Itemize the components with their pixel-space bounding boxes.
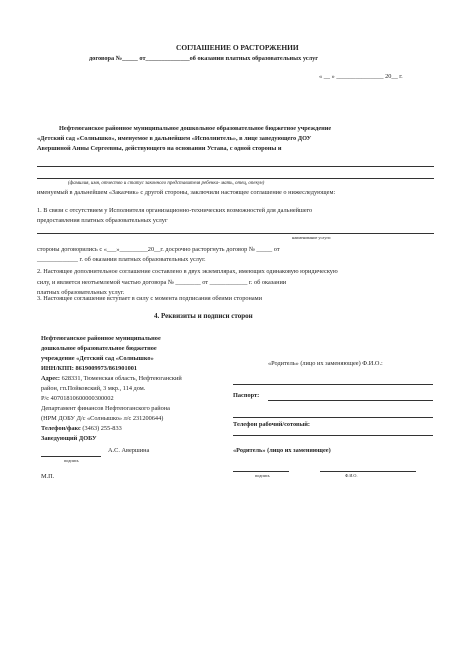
service-name-line (37, 233, 434, 234)
clause-2-line-3: платных образовательных услуг. (37, 289, 125, 296)
parent-name-line (233, 384, 433, 385)
intro-line-1: Нефтеюганское районное муниципальное дошкольное образовательное бюджетное учреждение (59, 125, 332, 132)
phone-line (233, 435, 433, 436)
executor-line-3: учреждение «Детский сад «Солнышко» (41, 355, 154, 362)
clause-1-line-3: стороны договорились с «___»_________20__г. досрочно расторгнуть договор № _____ от (37, 246, 280, 253)
passport-line (268, 400, 433, 401)
parent-signature-line (233, 471, 289, 472)
parent-title-2: «Родитель» (лицо их заменяющее) (233, 447, 331, 454)
executor-phone (41, 426, 122, 432)
service-name-hint: наименование услуги (292, 235, 331, 240)
clause-2-line-2: силу, и является неотъемлемой частью договора № ________ от ____________ г. об оказании (37, 279, 287, 286)
clause-2-line-1: 2. Настоящее дополнительное соглашение составлено в двух экземплярах, имеющих одинаковую юридическую (37, 268, 338, 275)
parent-sign-hint: подпись (255, 473, 270, 478)
phone-label: Телефон/факс (41, 425, 81, 432)
executor-position: Заведующий ДОБУ (41, 435, 97, 442)
executor-sign-hint: подпись (64, 458, 79, 463)
guardian-name-line (37, 166, 434, 167)
phone-value: (3463) 255-833 (80, 425, 122, 432)
executor-finance-dept: Департамент финансов Нефтеюганского района (41, 405, 170, 412)
address-label: Адрес: (41, 375, 60, 382)
phone-field-label: Телефон рабочий/сотовый: (233, 421, 311, 428)
customer-line: именуемый в дальнейшем «Заказчик» с другой стороны, заключили настоящее соглашение о нижеследующем: (37, 189, 336, 196)
executor-address-2: район, гп.Пойковский, 3 мкр., 114 дом. (41, 385, 146, 392)
executor-account: Р/с 40701810600000300002 (41, 395, 114, 402)
parent-fio-line (320, 471, 416, 472)
guardian-name-line-2 (37, 178, 434, 179)
section-4-heading: 4. Реквизиты и подписи сторон (154, 312, 253, 320)
executor-line-2: дошкольное образовательное бюджетное (41, 345, 157, 352)
executor-personal-account: (НРМ ДОБУ Д/с «Солнышко» л/с 231200644) (41, 415, 164, 422)
executor-address (41, 376, 182, 382)
clause-1-line-4: _____________ г. об оказании платных образовательных услуг. (37, 256, 206, 263)
document-subtitle: договора №_____ от______________об оказании платных образовательных услуг (89, 55, 319, 62)
clause-3: 3. Настоящее соглашение вступает в силу с момента подписания обеими сторонами (37, 295, 263, 302)
intro-line-2: «Детский сад «Солнышко», именуемое в дальнейшем «Исполнитель», в лице заведующего ДОУ (37, 135, 312, 142)
intro-line-3: Авершиной Анны Сергеевны, действующего на основании Устава, с одной стороны и (37, 145, 282, 152)
clause-1-line-1: 1. В связи с отсутствием у Исполнителя организационно-технических возможностей для дальнейшего (37, 207, 313, 214)
document-title: СОГЛАШЕНИЕ О РАСТОРЖЕНИИ (176, 43, 299, 52)
address-value: 628331, Тюменская область, Нефтеюганский (60, 375, 182, 382)
clause-1-line-2: предоставления платных образовательных услуг (37, 217, 168, 224)
guardian-hint: (фамилия, имя, отчество и статус законного представителя ребенка- мать, отец, опекун) (68, 181, 265, 186)
executor-signature-line (41, 456, 101, 457)
executor-sign-name: А.С. Авершина (108, 447, 150, 454)
passport-label: Паспорт: (233, 392, 260, 399)
executor-line-1: Нефтеюганское районное муниципальное (41, 335, 161, 342)
passport-line-2 (233, 417, 433, 418)
parent-fio-hint: Ф.И.О. (345, 473, 358, 478)
executor-inn: ИНН/КПП: 8619009973/861901001 (41, 365, 138, 372)
date-line: « __ » _______________ 20__ г. (319, 73, 403, 80)
stamp-label: М.П. (41, 473, 55, 480)
parent-title: «Родитель» (лицо их заменяющее) Ф.И.О.: (268, 360, 383, 367)
